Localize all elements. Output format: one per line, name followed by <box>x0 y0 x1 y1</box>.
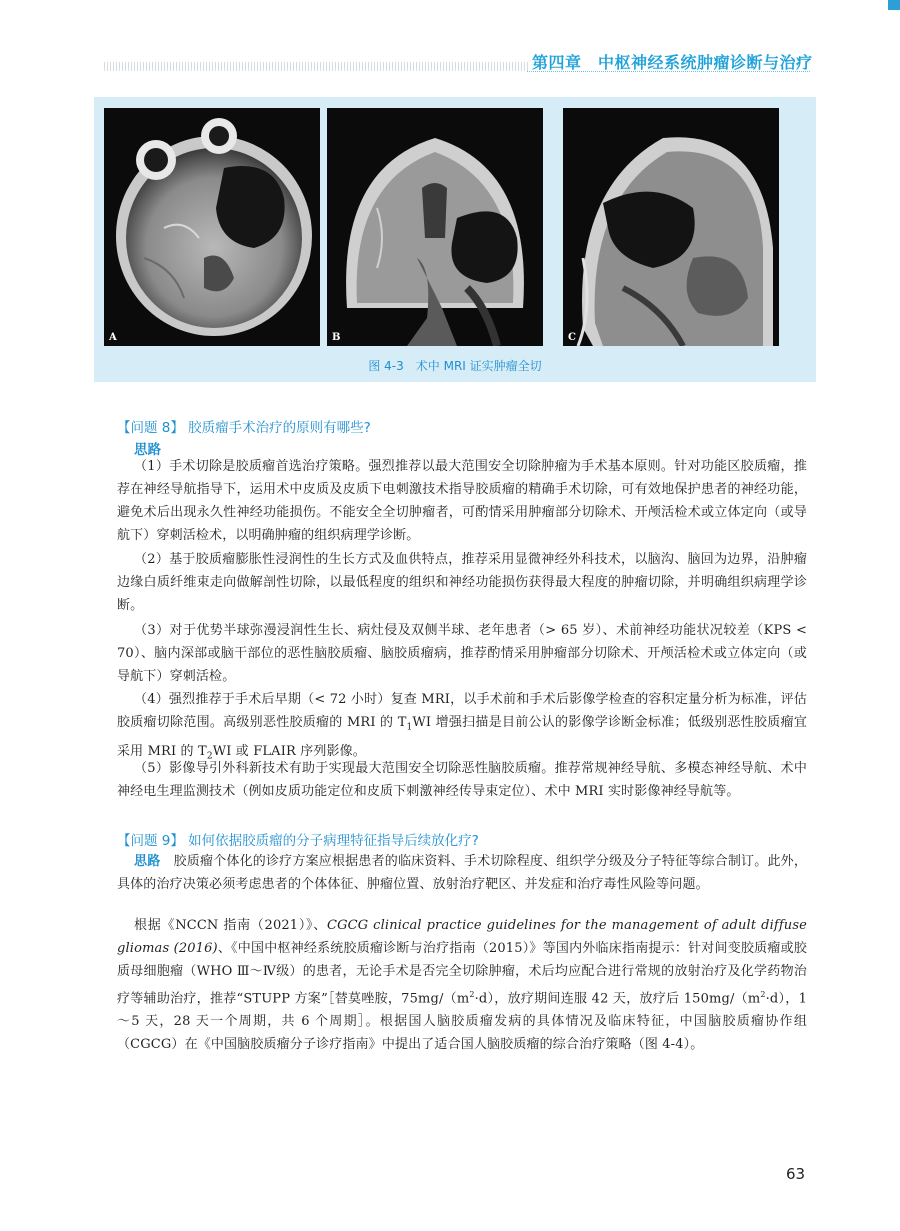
panel-label-b: B <box>332 332 341 343</box>
panel-label-a: A <box>109 332 117 343</box>
mri-panel-c <box>563 108 779 346</box>
chapter-title: 第四章 中枢神经系统肿瘤诊断与治疗 <box>532 53 813 72</box>
page-number: 63 <box>786 1165 806 1183</box>
q9-paragraph-1: 思路 胶质瘤个体化的诊疗方案应根据患者的临床资料、手术切除程度、组织学分级及分子特征等综合制订。此外，具体的治疗决策必须考虑患者的个体体征、肿瘤位置、放射治疗靶区、并发症和治疗毒性风险等问题。 <box>117 854 807 892</box>
mri-panel-a <box>104 108 320 346</box>
header-decoration-bar <box>104 62 528 71</box>
panel-label-c: C <box>568 332 576 343</box>
mri-panel-b <box>327 108 543 346</box>
question-9-thought-label: 思路 <box>134 854 161 869</box>
question-8-thought-label: 思路 <box>134 442 161 458</box>
q8-paragraph-2: （2）基于胶质瘤膨胀性浸润性的生长方式及血供特点，推荐采用显微神经外科技术，以脑沟、脑回为边界，沿肿瘤边缘白质纤维束走向做解剖性切除，以最低程度的组织和神经功能损伤获得最大程度的肿瘤切除，并明确组织病理学诊断。 <box>117 552 807 613</box>
header-underline <box>527 71 810 72</box>
question-9-title: 【问题 9】 如何依据胶质瘤的分子病理特征指导后续放化疗? <box>117 833 479 849</box>
q8-paragraph-4: （4）强烈推荐于手术后早期（< 72 小时）复查 MRI，以手术前和手术后影像学检查的容积定量分析为标准，评估胶质瘤切除范围。高级别恶性胶质瘤的 MRI 的 $T_1WI$ 增强扫描是目前公认的影像学诊断金标准；低级别恶性胶质瘤宜采用 MRI 的 $T_2WI$ 或 FLAIR 序列影像。 <box>117 692 807 762</box>
corner-tab <box>888 0 900 10</box>
q9-paragraph-2: 根据《NCCN 指南（2021）》、CGCG clinical practice guidelines for the management of adult diffuse gliomas (2016)、《中国中枢神经系统胶质瘤诊断与治疗指南（2015）》等国内外临床指南提示：针对间变胶质瘤或胶质母细胞瘤（WHO Ⅲ～Ⅳ级）的患者，无论手术是否完全切除肿瘤，术后均应配合进行常规的放射治疗及化学药物治疗等辅助治疗，推荐“STUPP 方案”［替莫唑胺，$75mg/(m^2\cdot d)$，放疗期间连服 42 天，放疗后 $150mg/(m^2\cdot d)$，1～5 天，28 天一个周期，共 6 个周期］。根据国人脑胶质瘤发病的具体情况及临床特征，中国脑胶质瘤协作组（CGCG）在《中国脑胶质瘤分子诊疗指南》中提出了适合国人脑胶质瘤的综合治疗策略（图 4-4）。 <box>117 918 807 1053</box>
q8-paragraph-5: （5）影像导引外科新技术有助于实现最大范围安全切除恶性脑胶质瘤。推荐常规神经导航、多模态神经导航、术中神经电生理监测技术（例如皮质功能定位和皮质下刺激神经传导束定位）、术中 MRI 实时影像神经导航等。 <box>117 761 807 799</box>
figure-caption: 图 4-3 术中 MRI 证实肿瘤全切 <box>368 359 542 373</box>
question-8-title: 【问题 8】 胶质瘤手术治疗的原则有哪些? <box>117 420 371 436</box>
figure-4-3 <box>94 97 816 382</box>
q8-paragraph-1: （1）手术切除是胶质瘤首选治疗策略。强烈推荐以最大范围安全切除肿瘤为手术基本原则。针对功能区胶质瘤，推荐在神经导航指导下，运用术中皮质及皮质下电刺激技术指导胶质瘤的精确手术切除，可有效地保护患者的神经功能，避免术后出现永久性神经功能损伤。不能安全全切肿瘤者，可酌情采用肿瘤部分切除术、开颅活检术或立体定向（或导航下）穿刺活检术，以明确肿瘤的组织病理学诊断。 <box>117 459 807 543</box>
q8-paragraph-3: （3）对于优势半球弥漫浸润性生长、病灶侵及双侧半球、老年患者（> 65 岁）、术前神经功能状况较差（KPS < 70）、脑内深部或脑干部位的恶性脑胶质瘤、脑胶质瘤病，推荐酌情采用肿瘤部分切除术、开颅活检术或立体定向（或导航下）穿刺活检。 <box>117 623 807 684</box>
